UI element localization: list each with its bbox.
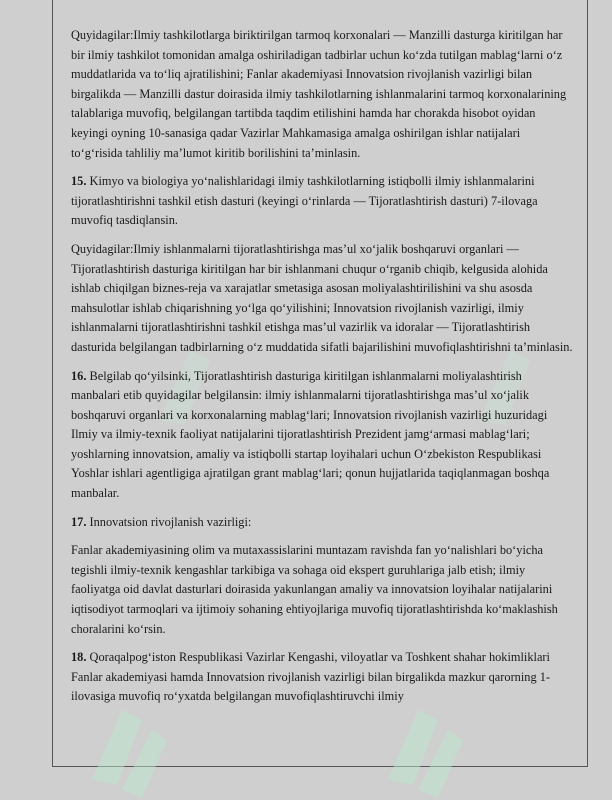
clause-number: 18. — [71, 650, 87, 665]
paragraph-text: Kimyo va biologiya yo‘nalishlaridagi ilmiy tashkilotlarning istiqbolli ilmiy ishlanmalarini tijoratlashtirishni tashkil etish dasturi (keyingi o‘rinlarda — Tijoratlashtirish dasturi) 7-ilovaga muvofiq tasdiqlansin. — [71, 174, 538, 228]
clause-number: 15. — [71, 174, 87, 189]
paragraph — [71, 240, 574, 358]
clause-number: 17. — [71, 514, 87, 529]
paragraph — [71, 172, 574, 231]
clause-number: 16. — [71, 368, 87, 383]
paragraph — [71, 513, 574, 533]
paragraph-text: Qoraqalpog‘iston Respublikasi Vazirlar Kengashi, viloyatlar va Toshkent shahar hokimliklari Fanlar akademiyasi hamda Innovatsion rivojlanish vazirligi bilan birgalikda mazkur qarorning 1-ilovasiga muvofiq ro‘yxatda belgilangan muvofiqlashtiruvchi ilmiy — [71, 650, 550, 704]
paragraph-text: Fanlar akademiyasining olim va mutaxassislarini muntazam ravishda fan yo‘nalishlari bo‘yicha tegishli ilmiy-texnik kengashlar tarkibiga va sohaga oid ekspert guruhlariga jalb etish; ilmiy faoliyatga oid davlat dasturlari doirasida yakunlangan amaliy va innovatsion loyihalar natijalarini iqtisodiyot tarmoqlari va ijtimoiy sohaning ehtiyojlariga muvofiq tijoratlashtirishda ko‘maklashish choralarini ko‘rsin. — [71, 543, 558, 636]
paragraph — [71, 26, 574, 163]
paragraph-text: Quyidagilar:Ilmiy ishlanmalarni tijoratlashtirishga mas’ul xo‘jalik boshqaruvi organlari — Tijoratlashtirish dasturiga kiritilgan har bir ishlanmani chuqur o‘rganib chiqib, kelgusida alohida ishlab chiqilgan biznes-reja va xarajatlar smetasiga asosan moliyalashtirilishini va shu asosda mahsulotlar ishlab chiqarishning yo‘lga qo‘yilishini; Innovatsion rivojlanish vazirligi, ilmiy ishlanmalarni tijoratlashtirishni tashkil etishga mas’ul vazirlik va idoralar — Tijoratlashtirish dasturida belgilangan tadbirlarning o‘z muddatida sifatli bajarilishini muvofiqlashtirishni ta’minlasin. — [71, 241, 573, 354]
paragraph — [71, 648, 574, 707]
paragraph-text: Quyidagilar:Ilmiy tashkilotlarga biriktirilgan tarmoq korxonalari — Manzilli dasturga kiritilgan har bir ilmiy tashkilot tomonidan amalga oshiriladigan tadbirlar uchun ko‘zda tutilgan mablag‘larni o‘z muddatlarida va to‘liq ajratilishini; Fanlar akademiyasi Innovatsion rivojlanish vazirligi bilan birgalikda — Manzilli dastur doirasida ilmiy tashkilotlarning ishlanmalarini tarmoq korxonalarining talablariga muvofiq, belgilangan tartibda taqdim etilishini hamda har chorakda hisobot oyidan keyingi oyning 10-sanasiga qadar Vazirlar Mahkamasiga amalga oshirilgan ishlar natijalari to‘g‘risida tahliliy ma’lumot kiritib borilishini ta’minlasin. — [71, 28, 567, 160]
paragraph-text: Innovatsion rivojlanish vazirligi: — [86, 514, 252, 529]
document-body — [71, 26, 574, 716]
paragraph — [71, 541, 574, 639]
paragraph — [71, 367, 574, 504]
paragraph-text: Belgilab qo‘yilsinki, Tijoratlashtirish dasturiga kiritilgan ishlanmalarni moliyalashtirish manbalari etib quyidagilar belgilansin: ilmiy ishlanmalarni tijoratlashtirishga mas’ul xo‘jalik boshqaruvi organlari va korxonalarning mablag‘lari; Innovatsion rivojlanish vazirligi huzuridagi Ilmiy va ilmiy-texnik faoliyat natijalarini tijoratlashtirish Prezident jamg‘armasi mablag‘lari; yoshlarning innovatsion, amaliy va istiqbolli startap loyihalari uchun O‘zbekiston Respublikasi Yoshlar ishlari agentligiga ajratilgan grant mablag‘lari; qonun hujjatlarida taqiqlanmagan boshqa manbalar. — [71, 368, 550, 501]
